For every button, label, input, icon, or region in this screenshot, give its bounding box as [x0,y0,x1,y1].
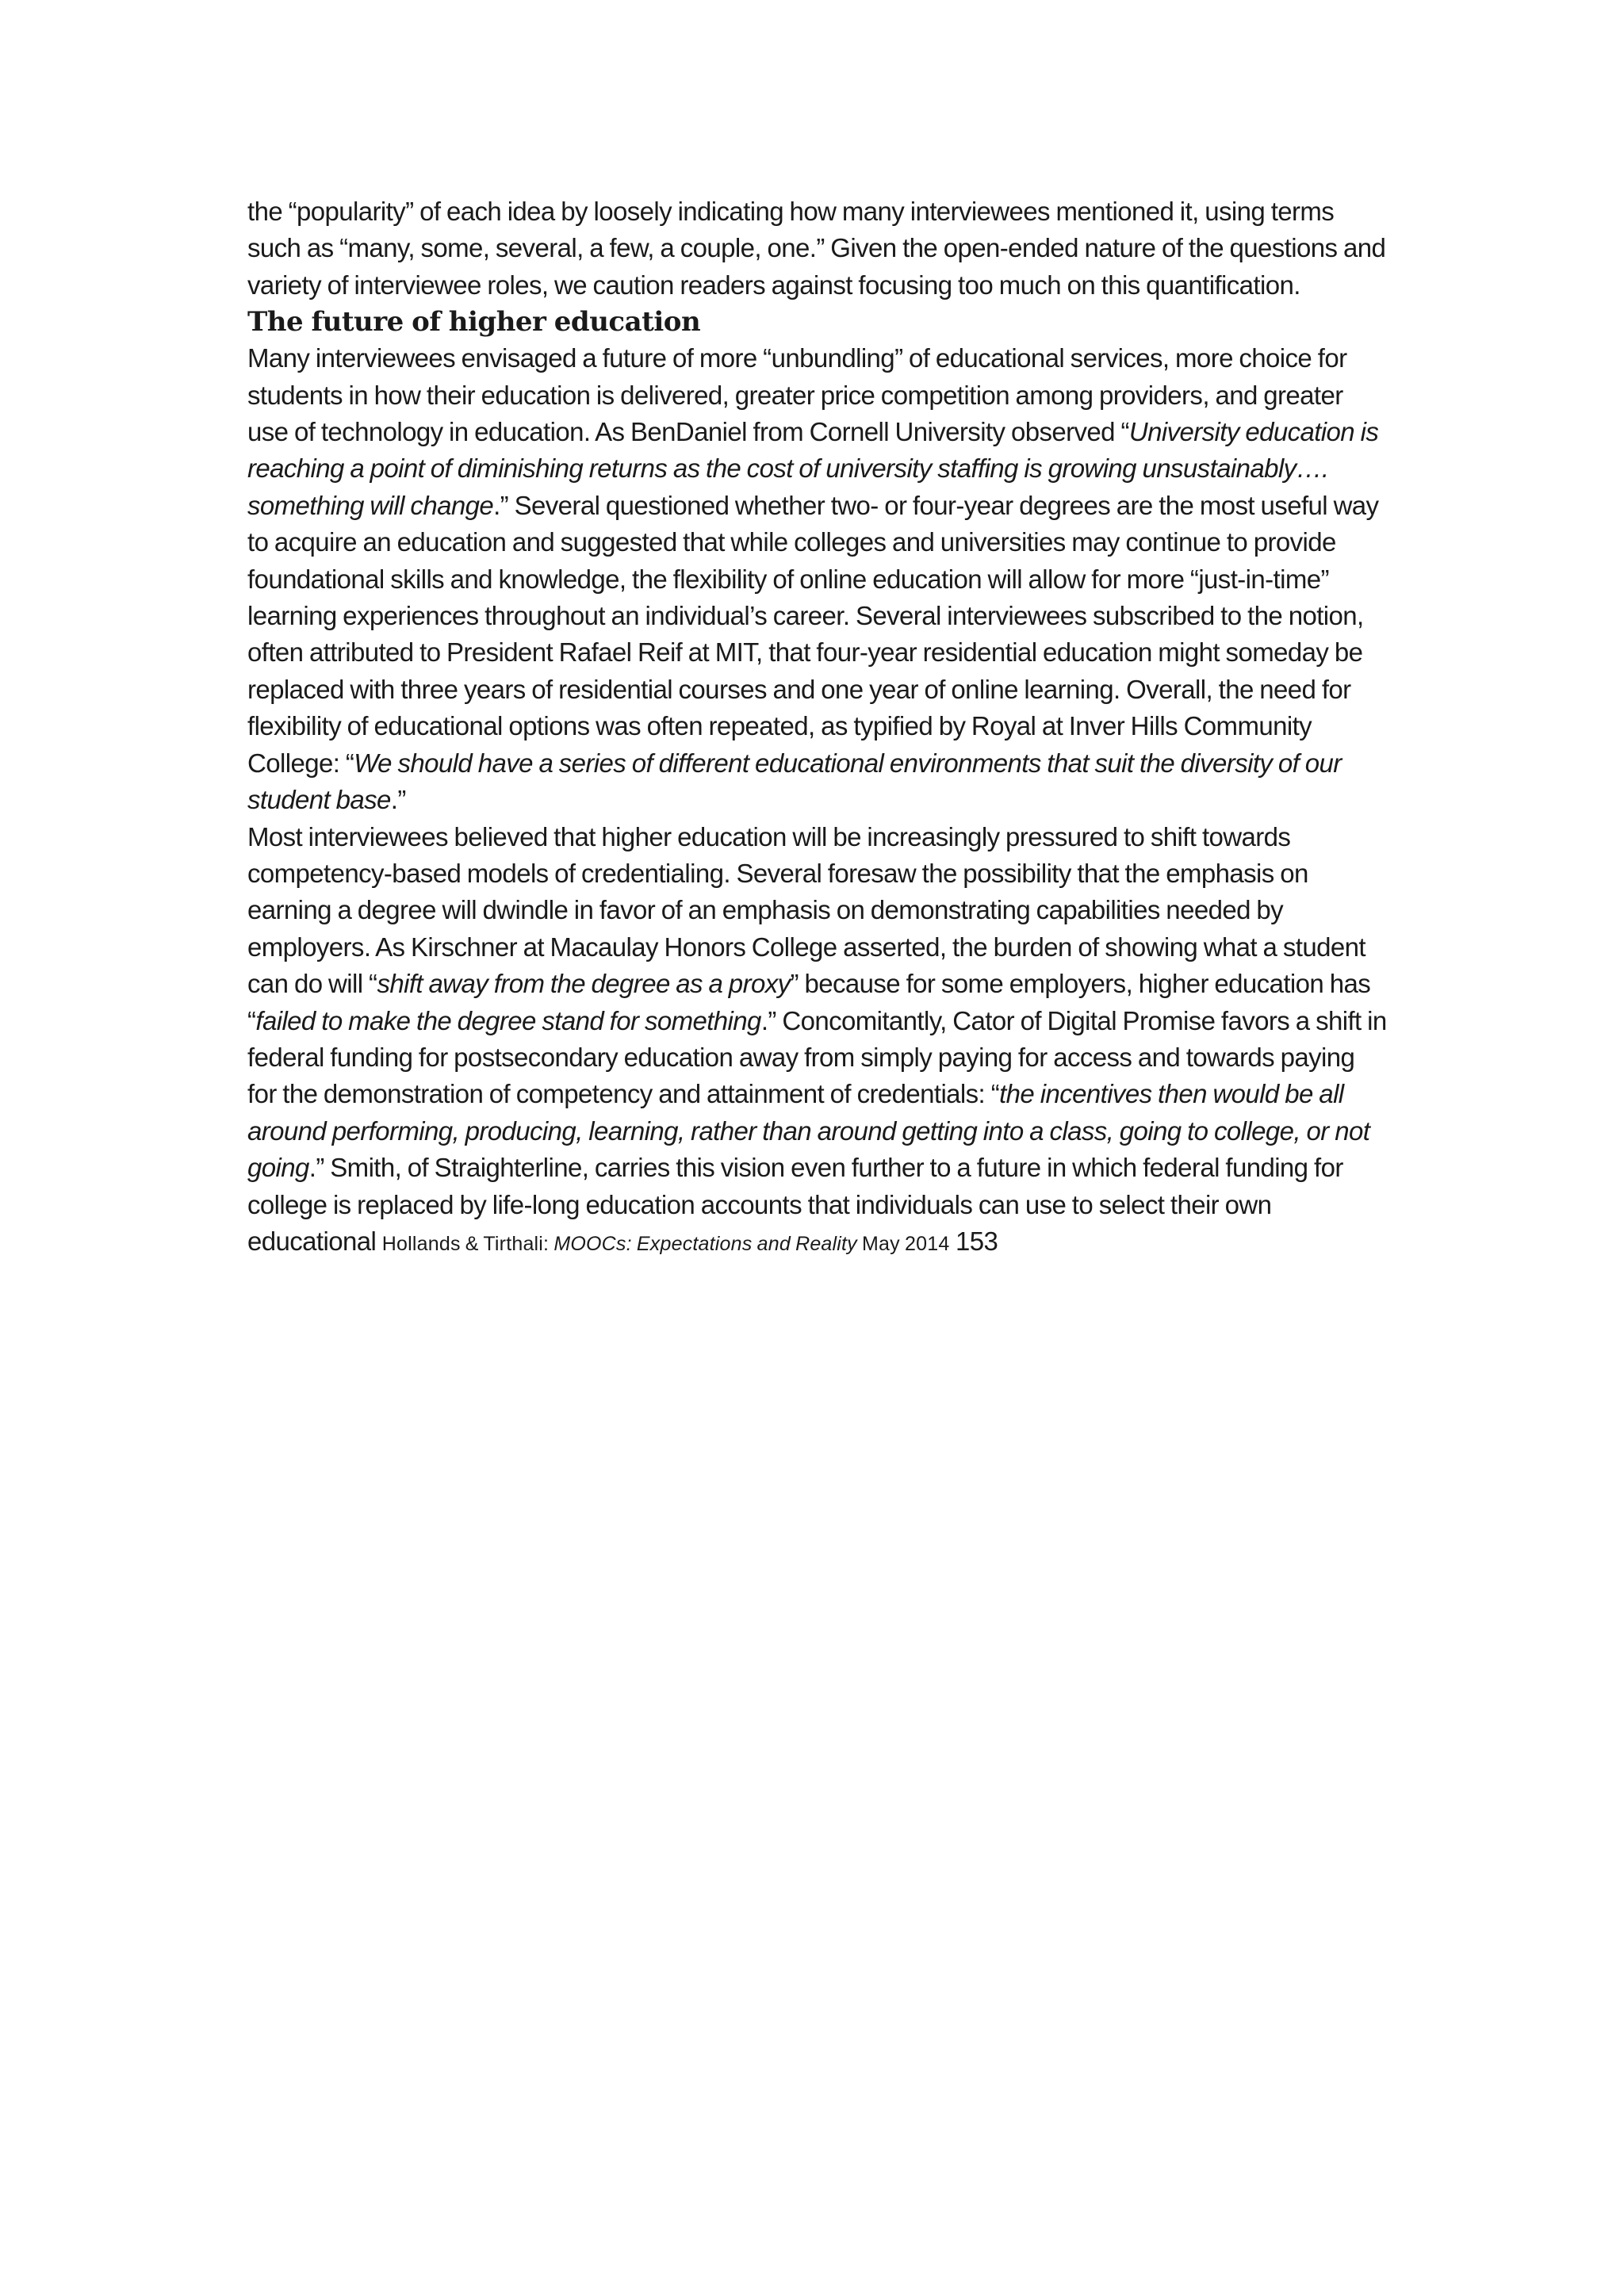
intro-text: the “popularity” of each idea by loosely indicating how many interviewees mentioned it, using terms such as “many, some, several, a few, a couple, one.” Given the open-ended nature of the questions and variety of interviewee roles, we caution readers against focusing too much on this quantification. [247,197,1386,300]
document-page [247,193,1389,1262]
body-paragraph-2 [247,819,1389,1263]
p1-text-3: .” [390,785,406,815]
p2-text-3: .” Concomitantly, Cator of Digital Promise favors a shift in federal funding for postsecondary education away from simply paying for access and towards paying for the demonstration of competency and attainment of credentials: “ [247,1005,1387,1109]
footer-title: MOOCs: Expectations and Reality [553,1232,857,1255]
p2-quote-3: the incentives then would be all around performing, producing, learning, rather than around getting into a class, going to college, or not going [247,1079,1370,1183]
page-number: 153 [956,1226,998,1256]
section-heading: The future of higher education [247,306,701,339]
p2-text-4: .” Smith, of Straighterline, carries this vision even further to a future in which federal funding for college is replaced by life-long education accounts that individuals can use to select their own educational [247,1153,1343,1256]
p2-quote-1: shift away from the degree as a proxy [377,969,791,999]
p2-quote-2: failed to make the degree stand for something [255,1005,761,1035]
p1-text-2: .” Several questioned whether two- or four-year degrees are the most useful way to acquire an education and suggested that while colleges and universities may continue to provide foundational skills and knowledge, the flexibility of online education will allow for more “just-in-time” learning experiences throughout an individual’s career. Several interviewees subscribed to the notion, often attributed to President Rafael Reif at MIT, that four-year residential education might someday be replaced with three years of residential courses and one year of online learning. Overall, the need for flexibility of educational options was often repeated, as typified by Royal at Inver Hills Community College: “ [247,490,1379,778]
footer-date: May 2014 [856,1232,950,1255]
p1-quote-2: We should have a series of different educational environments that suit the diversity of our student base [247,748,1342,815]
p2-text-2: ” because for some employers, higher education has “ [247,969,1371,1035]
p1-text-1: Many interviewees envisaged a future of more “unbundling” of educational services, more choice for students in how their education is delivered, greater price competition among providers, and greater use of technology in education. As BenDaniel from Cornell University observed “ [247,343,1347,447]
p2-text-1: Most interviewees believed that higher education will be increasingly pressured to shift towards competency-based models of credentialing. Several foresaw the possibility that the emphasis on earning a degree will dwindle in favor of an emphasis on demonstrating capabilities needed by employers. As Kirschner at Macaulay Honors College asserted, the burden of showing what a student can do will “ [247,821,1365,999]
footer-authors: Hollands & Tirthali: [381,1232,554,1255]
body-paragraph-1 [247,340,1389,818]
intro-paragraph [247,193,1389,304]
p1-quote-1: University education is reaching a point of diminishing returns as the cost of university staffing is growing unsustainably…. something will change [247,417,1379,520]
